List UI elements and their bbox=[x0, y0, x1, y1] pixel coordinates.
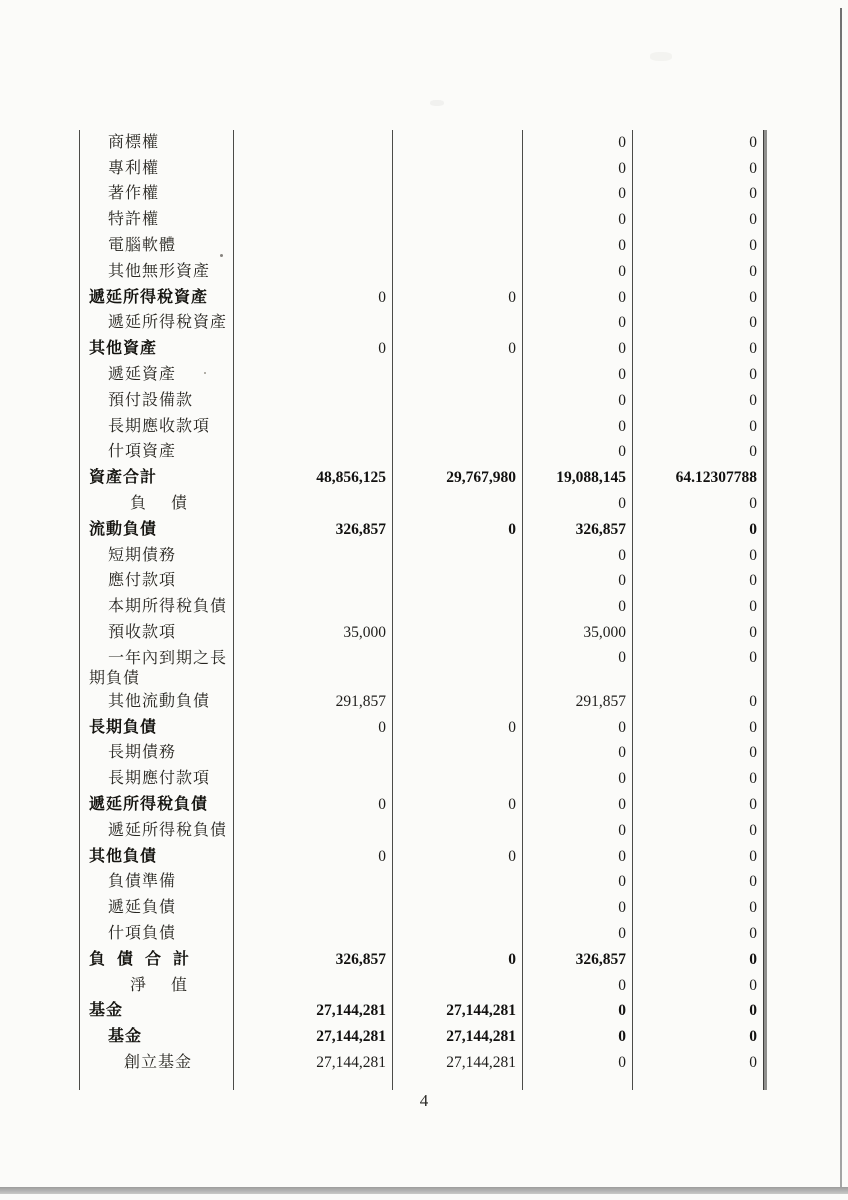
cell-value-col1 bbox=[234, 870, 393, 896]
row-label: 基金 bbox=[80, 1024, 234, 1050]
row-label: 電腦軟體 bbox=[80, 233, 234, 259]
table-row bbox=[80, 207, 764, 233]
table-row bbox=[80, 517, 764, 543]
cell-value-col4: 0 bbox=[633, 921, 764, 947]
table-row bbox=[80, 766, 764, 792]
cell-value-col4: 0 bbox=[633, 844, 764, 870]
cell-value-col2: 0 bbox=[393, 792, 523, 818]
table-row bbox=[80, 285, 764, 311]
cell-value-col3: 0 bbox=[523, 999, 633, 1025]
cell-value-col3: 0 bbox=[523, 921, 633, 947]
cell-value-col1: 0 bbox=[234, 844, 393, 870]
cell-value-col4: 0 bbox=[633, 388, 764, 414]
cell-value-col1 bbox=[234, 207, 393, 233]
row-label: 基金 bbox=[80, 999, 234, 1025]
cell-value-col1 bbox=[234, 741, 393, 767]
cell-value-col2 bbox=[393, 182, 523, 208]
cell-value-col4: 0 bbox=[633, 362, 764, 388]
cell-value-col4: 0 bbox=[633, 818, 764, 844]
cell-value-col1 bbox=[234, 440, 393, 466]
cell-value-col2: 0 bbox=[393, 517, 523, 543]
cell-value-col3: 0 bbox=[523, 1050, 633, 1076]
table-row bbox=[80, 741, 764, 767]
cell-value-col2 bbox=[393, 569, 523, 595]
table-row bbox=[80, 414, 764, 440]
cell-value-col2 bbox=[393, 259, 523, 285]
cell-value-col3: 0 bbox=[523, 285, 633, 311]
table-row bbox=[80, 336, 764, 362]
scan-smudge bbox=[650, 52, 672, 61]
cell-value-col4: 64.12307788 bbox=[633, 465, 764, 491]
cell-value-col2 bbox=[393, 233, 523, 259]
cell-value-col3: 0 bbox=[523, 233, 633, 259]
cell-value-col2 bbox=[393, 440, 523, 466]
cell-value-col3: 0 bbox=[523, 362, 633, 388]
row-label: 專利權 bbox=[80, 156, 234, 182]
table-row bbox=[80, 947, 764, 973]
cell-value-col1 bbox=[234, 766, 393, 792]
table-spacer-row bbox=[80, 1076, 764, 1090]
cell-value-col3: 0 bbox=[523, 1024, 633, 1050]
cell-value-col3: 0 bbox=[523, 207, 633, 233]
cell-value-col4: 0 bbox=[633, 766, 764, 792]
cell-value-col3: 0 bbox=[523, 491, 633, 517]
cell-value-col4: 0 bbox=[633, 414, 764, 440]
cell-value-col1 bbox=[234, 921, 393, 947]
cell-value-col4: 0 bbox=[633, 130, 764, 156]
row-label: 其他負債 bbox=[80, 844, 234, 870]
row-label: 著作權 bbox=[80, 182, 234, 208]
cell-value-col3: 0 bbox=[523, 594, 633, 620]
table-row bbox=[80, 491, 764, 517]
cell-value-col3: 0 bbox=[523, 182, 633, 208]
cell-value-col2 bbox=[393, 156, 523, 182]
row-label: 其他流動負債 bbox=[80, 689, 234, 715]
table-row bbox=[80, 844, 764, 870]
cell-value-col2: 0 bbox=[393, 336, 523, 362]
row-label: 什項資產 bbox=[80, 440, 234, 466]
row-label: 創立基金 bbox=[80, 1050, 234, 1076]
table-row bbox=[80, 921, 764, 947]
spacer-cell bbox=[234, 1076, 393, 1090]
spacer-cell bbox=[633, 1076, 764, 1090]
cell-value-col1 bbox=[234, 818, 393, 844]
cell-value-col3: 0 bbox=[523, 715, 633, 741]
cell-value-col4: 0 bbox=[633, 517, 764, 543]
row-label: 流動負債 bbox=[80, 517, 234, 543]
table-row bbox=[80, 999, 764, 1025]
cell-value-col1: 291,857 bbox=[234, 689, 393, 715]
cell-value-col4: 0 bbox=[633, 156, 764, 182]
table-row bbox=[80, 543, 764, 569]
cell-value-col4: 0 bbox=[633, 715, 764, 741]
cell-value-col2 bbox=[393, 689, 523, 715]
table-row bbox=[80, 1050, 764, 1076]
cell-value-col2 bbox=[393, 362, 523, 388]
cell-value-col1 bbox=[234, 895, 393, 921]
cell-value-col4: 0 bbox=[633, 895, 764, 921]
table-row bbox=[80, 1024, 764, 1050]
cell-value-col4: 0 bbox=[633, 207, 764, 233]
row-label: 短期債務 bbox=[80, 543, 234, 569]
cell-value-col2 bbox=[393, 594, 523, 620]
cell-value-col4: 0 bbox=[633, 999, 764, 1025]
cell-value-col3: 326,857 bbox=[523, 947, 633, 973]
cell-value-col2 bbox=[393, 741, 523, 767]
cell-value-col3: 0 bbox=[523, 569, 633, 595]
cell-value-col3: 0 bbox=[523, 818, 633, 844]
table-row bbox=[80, 594, 764, 620]
table-row bbox=[80, 973, 764, 999]
row-label: 一年內到期之長 期負債 bbox=[80, 646, 234, 689]
cell-value-col1 bbox=[234, 491, 393, 517]
cell-value-col1: 0 bbox=[234, 715, 393, 741]
cell-value-col2: 27,144,281 bbox=[393, 1024, 523, 1050]
cell-value-col2 bbox=[393, 973, 523, 999]
cell-value-col2: 0 bbox=[393, 285, 523, 311]
cell-value-col4: 0 bbox=[633, 569, 764, 595]
row-label: 長期負債 bbox=[80, 715, 234, 741]
table-row bbox=[80, 715, 764, 741]
cell-value-col3: 0 bbox=[523, 766, 633, 792]
cell-value-col3: 0 bbox=[523, 130, 633, 156]
row-label: 本期所得稅負債 bbox=[80, 594, 234, 620]
table-row bbox=[80, 646, 764, 689]
table-row bbox=[80, 440, 764, 466]
cell-value-col4: 0 bbox=[633, 543, 764, 569]
cell-value-col1 bbox=[234, 414, 393, 440]
cell-value-col2 bbox=[393, 130, 523, 156]
cell-value-col1: 48,856,125 bbox=[234, 465, 393, 491]
row-label: 遞延資產 bbox=[80, 362, 234, 388]
cell-value-col2: 27,144,281 bbox=[393, 1050, 523, 1076]
cell-value-col1 bbox=[234, 569, 393, 595]
cell-value-col1: 35,000 bbox=[234, 620, 393, 646]
cell-value-col4: 0 bbox=[633, 1050, 764, 1076]
table-row bbox=[80, 362, 764, 388]
cell-value-col3: 0 bbox=[523, 646, 633, 689]
cell-value-col1 bbox=[234, 259, 393, 285]
page-number: 4 bbox=[419, 1091, 429, 1110]
page-edge-right-line bbox=[840, 8, 842, 1190]
cell-value-col1 bbox=[234, 182, 393, 208]
row-label: 什項負債 bbox=[80, 921, 234, 947]
cell-value-col2 bbox=[393, 388, 523, 414]
cell-value-col3: 0 bbox=[523, 543, 633, 569]
row-label: 應付款項 bbox=[80, 569, 234, 595]
cell-value-col3: 0 bbox=[523, 973, 633, 999]
cell-value-col4: 0 bbox=[633, 440, 764, 466]
cell-value-col2 bbox=[393, 766, 523, 792]
scan-smudge bbox=[430, 100, 444, 106]
cell-value-col1 bbox=[234, 388, 393, 414]
spacer-cell bbox=[523, 1076, 633, 1090]
table-row bbox=[80, 569, 764, 595]
cell-value-col1: 326,857 bbox=[234, 517, 393, 543]
cell-value-col4: 0 bbox=[633, 259, 764, 285]
cell-value-col1 bbox=[234, 233, 393, 259]
table-row bbox=[80, 182, 764, 208]
cell-value-col1: 27,144,281 bbox=[234, 1050, 393, 1076]
cell-value-col1 bbox=[234, 973, 393, 999]
cell-value-col3: 35,000 bbox=[523, 620, 633, 646]
row-label: 負債合計 bbox=[80, 947, 234, 973]
table-row bbox=[80, 870, 764, 896]
row-label: 預收款項 bbox=[80, 620, 234, 646]
cell-value-col4: 0 bbox=[633, 792, 764, 818]
cell-value-col2 bbox=[393, 414, 523, 440]
cell-value-col3: 0 bbox=[523, 336, 633, 362]
row-label: 其他無形資產 bbox=[80, 259, 234, 285]
row-label: 負債 bbox=[80, 491, 234, 517]
cell-value-col2: 0 bbox=[393, 947, 523, 973]
cell-value-col1 bbox=[234, 646, 393, 689]
row-label: 淨值 bbox=[80, 973, 234, 999]
balance-sheet-table bbox=[79, 130, 767, 1090]
cell-value-col4: 0 bbox=[633, 973, 764, 999]
row-label: 長期債務 bbox=[80, 741, 234, 767]
cell-value-col3: 0 bbox=[523, 870, 633, 896]
cell-value-col1: 0 bbox=[234, 285, 393, 311]
cell-value-col3: 291,857 bbox=[523, 689, 633, 715]
table-row bbox=[80, 233, 764, 259]
cell-value-col2: 27,144,281 bbox=[393, 999, 523, 1025]
cell-value-col4: 0 bbox=[633, 233, 764, 259]
row-label: 其他資產 bbox=[80, 336, 234, 362]
cell-value-col4: 0 bbox=[633, 620, 764, 646]
spacer-cell bbox=[393, 1076, 523, 1090]
row-label: 特許權 bbox=[80, 207, 234, 233]
cell-value-col1 bbox=[234, 594, 393, 620]
cell-value-col3: 0 bbox=[523, 440, 633, 466]
cell-value-col4: 0 bbox=[633, 336, 764, 362]
cell-value-col1 bbox=[234, 362, 393, 388]
cell-value-col2 bbox=[393, 921, 523, 947]
cell-value-col4: 0 bbox=[633, 311, 764, 337]
row-label: 遞延所得稅負債 bbox=[80, 818, 234, 844]
cell-value-col2 bbox=[393, 646, 523, 689]
cell-value-col2 bbox=[393, 207, 523, 233]
row-label: 遞延所得稅資產 bbox=[80, 285, 234, 311]
cell-value-col3: 0 bbox=[523, 844, 633, 870]
cell-value-col4: 0 bbox=[633, 285, 764, 311]
row-label: 負債準備 bbox=[80, 870, 234, 896]
cell-value-col2 bbox=[393, 491, 523, 517]
cell-value-col2 bbox=[393, 895, 523, 921]
cell-value-col4: 0 bbox=[633, 646, 764, 689]
cell-value-col2 bbox=[393, 818, 523, 844]
cell-value-col1: 0 bbox=[234, 336, 393, 362]
cell-value-col4: 0 bbox=[633, 182, 764, 208]
cell-value-col1: 27,144,281 bbox=[234, 1024, 393, 1050]
cell-value-col4: 0 bbox=[633, 491, 764, 517]
table-row bbox=[80, 259, 764, 285]
cell-value-col2: 0 bbox=[393, 715, 523, 741]
row-label: 長期應付款項 bbox=[80, 766, 234, 792]
row-label: 商標權 bbox=[80, 130, 234, 156]
row-label: 遞延所得稅資產 bbox=[80, 311, 234, 337]
cell-value-col4: 0 bbox=[633, 870, 764, 896]
cell-value-col4: 0 bbox=[633, 1024, 764, 1050]
table-row bbox=[80, 620, 764, 646]
row-label: 遞延負債 bbox=[80, 895, 234, 921]
row-label: 預付設備款 bbox=[80, 388, 234, 414]
cell-value-col4: 0 bbox=[633, 947, 764, 973]
cell-value-col2: 0 bbox=[393, 844, 523, 870]
row-label: 遞延所得稅負債 bbox=[80, 792, 234, 818]
cell-value-col3: 0 bbox=[523, 259, 633, 285]
table-row bbox=[80, 792, 764, 818]
cell-value-col1 bbox=[234, 130, 393, 156]
table-row bbox=[80, 689, 764, 715]
cell-value-col3: 0 bbox=[523, 311, 633, 337]
table-row bbox=[80, 156, 764, 182]
cell-value-col1: 326,857 bbox=[234, 947, 393, 973]
cell-value-col3: 0 bbox=[523, 388, 633, 414]
table-row bbox=[80, 311, 764, 337]
table-row bbox=[80, 465, 764, 491]
cell-value-col4: 0 bbox=[633, 594, 764, 620]
cell-value-col3: 0 bbox=[523, 792, 633, 818]
cell-value-col2 bbox=[393, 543, 523, 569]
cell-value-col1 bbox=[234, 543, 393, 569]
cell-value-col3: 19,088,145 bbox=[523, 465, 633, 491]
spacer-cell bbox=[80, 1076, 234, 1090]
table-row bbox=[80, 388, 764, 414]
cell-value-col1 bbox=[234, 156, 393, 182]
cell-value-col1 bbox=[234, 311, 393, 337]
cell-value-col2 bbox=[393, 620, 523, 646]
cell-value-col3: 0 bbox=[523, 895, 633, 921]
cell-value-col4: 0 bbox=[633, 689, 764, 715]
cell-value-col4: 0 bbox=[633, 741, 764, 767]
table-row bbox=[80, 130, 764, 156]
row-label: 長期應收款項 bbox=[80, 414, 234, 440]
cell-value-col3: 0 bbox=[523, 741, 633, 767]
cell-value-col2: 29,767,980 bbox=[393, 465, 523, 491]
row-label: 資產合計 bbox=[80, 465, 234, 491]
cell-value-col2 bbox=[393, 311, 523, 337]
cell-value-col1: 27,144,281 bbox=[234, 999, 393, 1025]
cell-value-col2 bbox=[393, 870, 523, 896]
cell-value-col3: 0 bbox=[523, 414, 633, 440]
table-row bbox=[80, 895, 764, 921]
cell-value-col3: 0 bbox=[523, 156, 633, 182]
cell-value-col3: 326,857 bbox=[523, 517, 633, 543]
table-row bbox=[80, 818, 764, 844]
cell-value-col1: 0 bbox=[234, 792, 393, 818]
page-edge-bottom-band bbox=[0, 1187, 848, 1194]
